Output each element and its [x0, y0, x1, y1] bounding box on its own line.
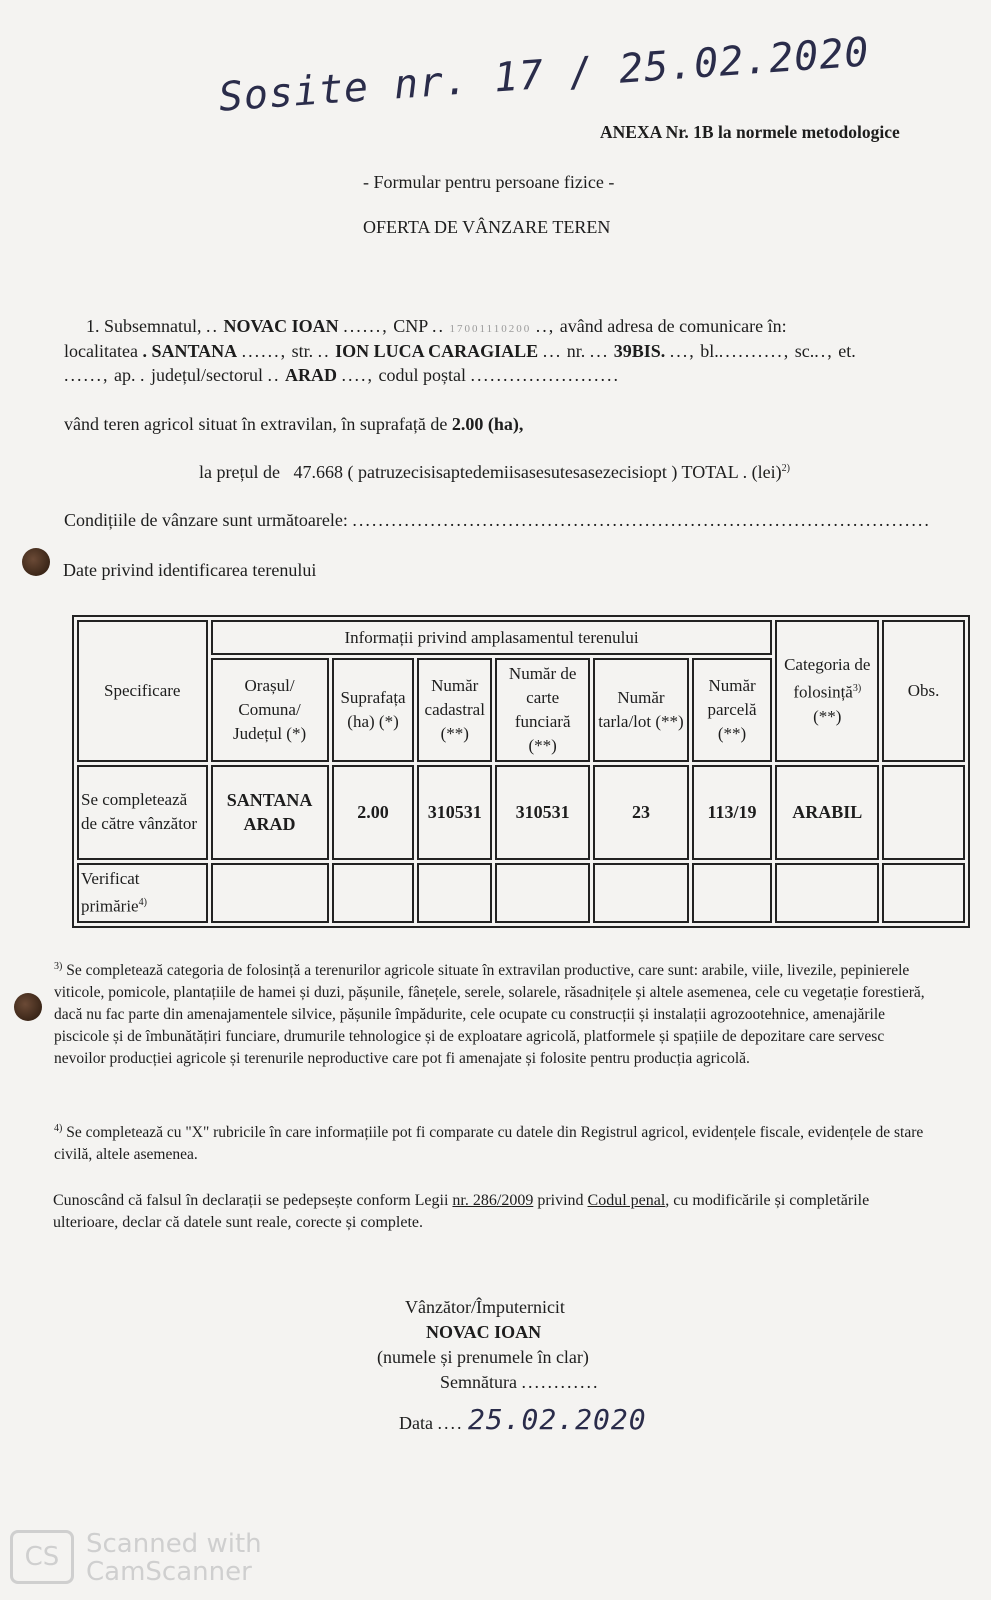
watermark-line-2: CamScanner [86, 1557, 252, 1587]
signature-line: Semnătura ............ [440, 1372, 600, 1392]
identification-label: Date privind identificarea terenului [63, 560, 317, 580]
et-label: et. [838, 341, 856, 361]
cell-oras [211, 863, 329, 923]
price-value: 47.668 [293, 462, 343, 482]
row-label [77, 863, 208, 923]
watermark-line-1: Scanned with [86, 1529, 262, 1559]
footnote-4-text: Se completează cu "X" rubricile în care informațiile pot fi comparate cu datele din Registrul agricol, evidențele fiscale, evidențele de stare civilă, altele asemenea. [54, 1124, 924, 1164]
col-parcela-header: Număr parcelă (**) [692, 658, 773, 762]
footnote-3-text: Se completează categoria de folosință a terenurilor agricole situate în extravilan productive, care sunt: arabile, viile, livezile, pepinierele viticole, pomicole, plantațiile de hamei și duzi, pășunile, fânețele, serele, solarele, răsadnițele și altele asemenea, cele cu vegetație forestieră, dacă nu fac parte din amenajamentele silvice, pășunile împădurite, cele ocupate cu construcții și instalații agrozootehnice, amenajările piscicole și de îmbunătățiri funciare, drumurile tehnologice și de exploatare agricolă, platformele și spațiile de depozitare care servesc nevoilor producției agricole și terenurile neproductive care pot fi amenajate și folosite pentru producția agricolă. [54, 962, 925, 1068]
cnp-value: 17001110200 [449, 323, 532, 335]
cell-categorie: ARABIL [775, 765, 879, 860]
cell-cadastral [417, 863, 492, 923]
footnote-4-mark: 4) [54, 1123, 63, 1134]
col-carte-header: Număr de carte funciară (**) [495, 658, 590, 762]
camscanner-logo: CS [10, 1530, 74, 1584]
judet-value: ARAD [284, 365, 337, 385]
nr-label: nr. [566, 341, 586, 361]
footnote-3 [54, 956, 930, 1070]
conditions-line: Condițiile de vânzare sunt următoarele: ......................................................................................... [64, 510, 931, 530]
signature-name: NOVAC IOAN [426, 1322, 542, 1342]
land-identification-table [72, 615, 970, 928]
price-label: la prețul de [199, 462, 280, 482]
street-label: str. [291, 341, 314, 361]
price-footnote-ref: 2) [781, 463, 790, 474]
cell-suprafata: 2.00 [332, 765, 415, 860]
localitate-value: SANTANA [151, 341, 238, 361]
col-oras-header: Orașul/ Comuna/ Județul (*) [211, 658, 329, 762]
cnp-label: CNP [393, 316, 428, 336]
declaration-line-2: localitatea . SANTANA ......, str. .. ION LUCA CARAGIALE ... nr. ... 39BIS. ..., bl..........., sc..., et. [64, 341, 856, 361]
cell-tarla [593, 863, 688, 923]
signature-name-hint: (numele și prenumele în clar) [377, 1347, 589, 1367]
col-categorie-header [775, 620, 879, 762]
judet-label: județul/sectorul [151, 365, 263, 385]
legal-statement [53, 1190, 929, 1234]
price-currency: . (lei) [742, 462, 782, 482]
handwritten-registration-note: Sosite nr. 17 / 25.02.2020 [217, 29, 871, 121]
declaration-line-1: 1. Subsemnatul, .. NOVAC IOAN ......, CNP .. 17001110200 .., având adresa de comunicare în: [86, 316, 787, 336]
legal-part-3: , cu modificările și completările ulterioare, declar că datele sunt reale, corecte și complete. [53, 1192, 870, 1231]
price-words: ( patruzecisisaptedemiisasesutesasezecisiopt ) [347, 462, 678, 482]
cell-categorie [775, 863, 879, 923]
cell-oras: SANTANA ARAD [211, 765, 329, 860]
footnote-3-mark: 3) [54, 961, 63, 972]
cell-carte [495, 863, 590, 923]
cell-suprafata [332, 863, 415, 923]
signature-role: Vânzător/Împuternicit [405, 1297, 565, 1317]
scanned-with-watermark [86, 1530, 262, 1586]
legal-part-1: Cunoscând că falsul în declarații se pedepsește conform Legii [53, 1192, 449, 1209]
group-header: Informații privind amplasamentul terenului [211, 620, 773, 655]
cell-obs [882, 765, 965, 860]
signature-label: Semnătura [440, 1372, 517, 1392]
col-tarla-header: Număr tarla/lot (**) [593, 658, 688, 762]
price-line [199, 462, 790, 483]
postal-code-label: codul poștal [378, 365, 466, 385]
declaration-line-3: ......, ap. . județul/sectorul .. ARAD ...., codul poștal ....................... [64, 365, 620, 385]
categorie-footnote-ref: 3) [852, 683, 862, 695]
cell-parcela: 113/19 [692, 765, 773, 860]
penal-code-link[interactable]: Codul penal [587, 1192, 666, 1209]
col-suprafata-header: Suprafața (ha) (*) [332, 658, 415, 762]
cell-carte: 310531 [495, 765, 590, 860]
cell-parcela [692, 863, 773, 923]
form-title: OFERTA DE VÂNZARE TEREN [363, 217, 611, 237]
row-footnote-ref: 4) [138, 897, 147, 909]
address-label: având adresa de comunicare în: [559, 316, 787, 336]
cell-obs [882, 863, 965, 923]
sale-text: vând teren agricol situat în extravilan, în suprafață de [64, 414, 448, 434]
price-total-label: TOTAL [681, 462, 739, 482]
sale-line [64, 414, 523, 435]
ap-label: ap. [114, 365, 136, 385]
footnote-4 [54, 1118, 930, 1166]
cell-cadastral: 310531 [417, 765, 492, 860]
punch-hole-bottom [14, 993, 42, 1021]
categorie-header-suffix: (**) [813, 706, 842, 726]
sc-label: sc. [794, 341, 815, 361]
table-row-primarie [77, 863, 965, 923]
sale-area: 2.00 [451, 414, 484, 434]
date-label: Data [399, 1413, 433, 1433]
date-line: Data .... 25.02.2020 [399, 1403, 647, 1436]
localitate-label: localitatea [64, 341, 138, 361]
col-obs-header: Obs. [882, 620, 965, 762]
bl-label: bl. [700, 341, 719, 361]
col-specificare-header: Specificare [77, 620, 208, 762]
nr-value: 39BIS. [613, 341, 666, 361]
conditions-label: Condițiile de vânzare sunt următoarele: [64, 510, 348, 530]
legal-part-2: privind [537, 1192, 584, 1209]
categorie-header-text: Categoria de folosință [784, 655, 871, 702]
row-label-text: Verificat primărie [81, 869, 140, 916]
row-label: Se completează de către vânzător [77, 765, 208, 860]
item-number: 1. [86, 316, 100, 336]
form-subtitle: - Formular pentru persoane fizice - [363, 172, 615, 192]
annex-title: ANEXA Nr. 1B la normele metodologice [600, 122, 900, 142]
col-cadastral-header: Număr cadastral (**) [417, 658, 492, 762]
cell-tarla: 23 [593, 765, 688, 860]
subsemnatul-label: Subsemnatul, [104, 316, 202, 336]
sale-area-unit: (ha), [487, 414, 524, 434]
date-value: 25.02.2020 [467, 1403, 647, 1436]
law-link[interactable]: nr. 286/2009 [452, 1192, 534, 1209]
punch-hole-top [22, 548, 50, 576]
seller-name: NOVAC IOAN [223, 316, 339, 336]
street-value: ION LUCA CARAGIALE [335, 341, 539, 361]
table-row-vanzator [77, 765, 965, 860]
